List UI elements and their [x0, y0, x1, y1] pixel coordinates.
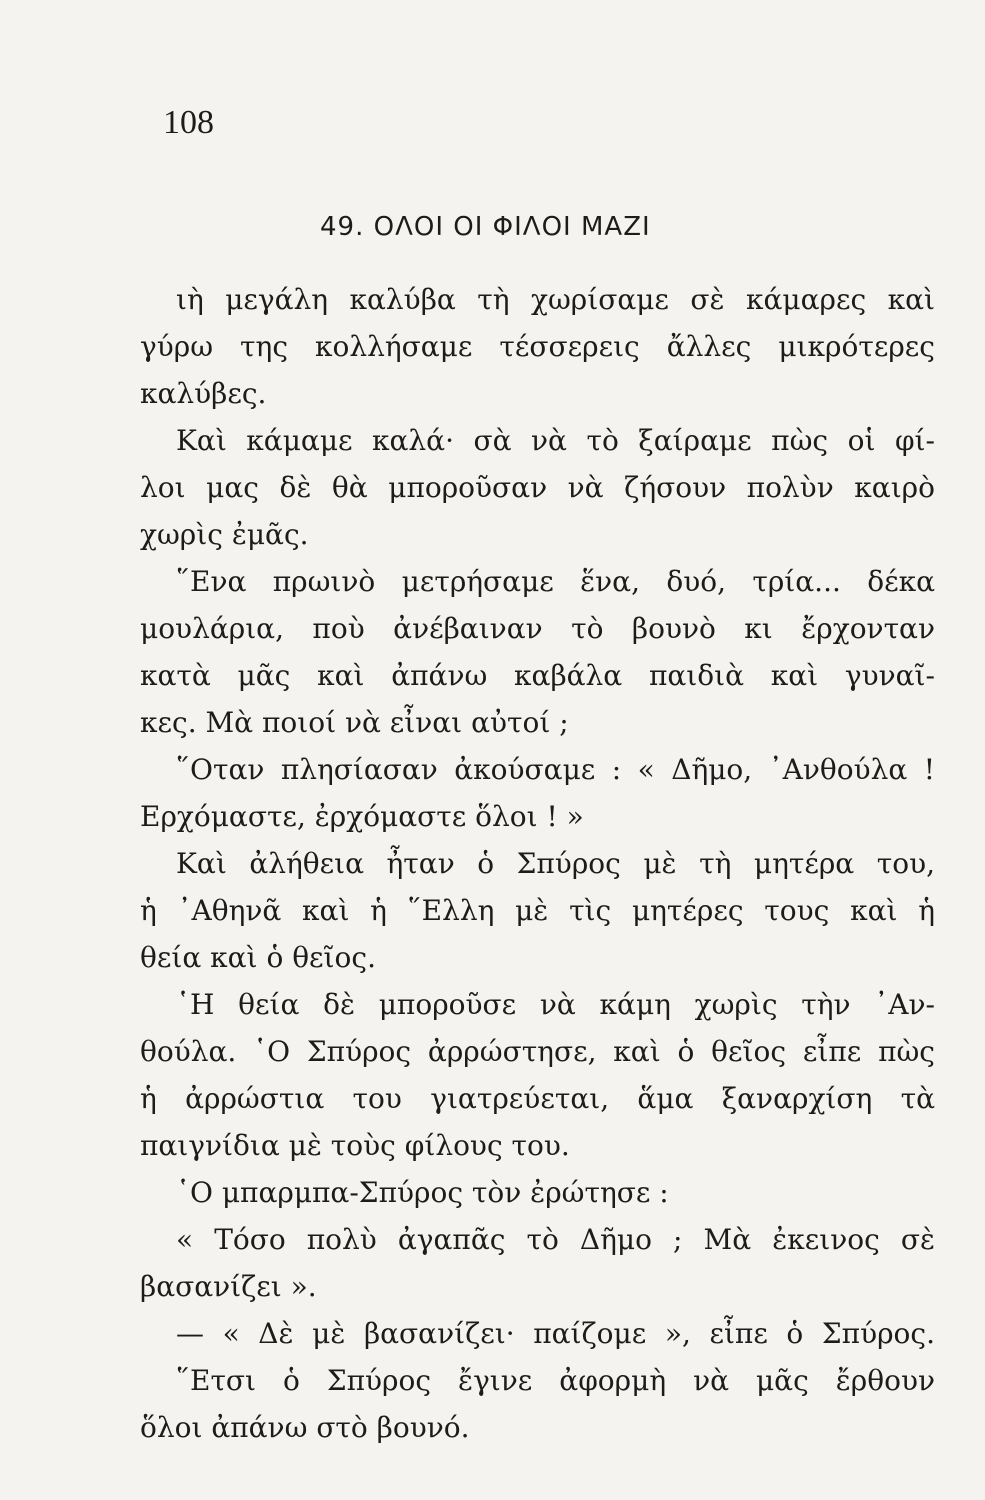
text-line: καλύβες. [140, 377, 267, 410]
text-line: ιὴ μεγάλη καλύβα τὴ χωρίσαμε σὲ κάμαρες καὶ [176, 283, 935, 316]
text-line: παιγνίδια μὲ τοὺς φίλους του. [140, 1129, 570, 1162]
text-line: ῞Ενα πρωινὸ μετρήσαμε ἕνα, δυό, τρία... δέκα [176, 565, 935, 598]
text-line: λοι μας δὲ θὰ μποροῦσαν νὰ ζήσουν πολὺν καιρὸ [140, 471, 935, 504]
text-line: ἡ ᾿Αθηνᾶ καὶ ἡ ῞Ελλη μὲ τὶς μητέρες τους καὶ ἡ [140, 894, 935, 927]
text-line: ῾Η θεία δὲ μποροῦσε νὰ κάμη χωρὶς τὴν ᾿Αν- [176, 988, 935, 1021]
text-line: κες. Μὰ ποιοί νὰ εἶναι αὐτοί ; [140, 706, 569, 739]
text-line: κατὰ μᾶς καὶ ἀπάνω καβάλα παιδιὰ καὶ γυναῖ- [140, 659, 935, 692]
text-line: Καὶ ἀλήθεια ἦταν ὁ Σπύρος μὲ τὴ μητέρα του, [176, 847, 935, 880]
text-line: Ερχόμαστε, ἐρχόμαστε ὅλοι ! » [140, 800, 584, 833]
text-line: θούλα. ῾Ο Σπύρος ἀρρώστησε, καὶ ὁ θεῖος εἶπε πὼς [140, 1035, 935, 1068]
text-line: ῞Οταν πλησίασαν ἀκούσαμε : « Δῆμο, ᾿Ανθούλα ! [176, 753, 935, 786]
text-line: ὅλοι ἀπάνω στὸ βουνό. [140, 1411, 470, 1444]
page-number: 108 [163, 104, 214, 141]
text-line: ἡ ἀρρώστια του γιατρεύεται, ἅμα ξαναρχίση τὰ [140, 1082, 935, 1115]
text-line: βασανίζει ». [140, 1270, 317, 1303]
text-line: γύρω της κολλήσαμε τέσσερεις ἄλλες μικρότερες [140, 330, 935, 363]
text-line: χωρὶς ἐμᾶς. [140, 518, 309, 551]
text-line: ῞Ετσι ὁ Σπύρος ἔγινε ἀφορμὴ νὰ μᾶς ἔρθουν [176, 1364, 935, 1397]
text-line: ῾Ο μπαρμπα-Σπύρος τὸν ἐρώτησε : [176, 1176, 669, 1209]
text-line: μουλάρια, ποὺ ἀνέβαιναν τὸ βουνὸ κι ἔρχονταν [140, 612, 935, 645]
text-line: Καὶ κάμαμε καλά· σὰ νὰ τὸ ξαίραμε πὼς οἱ φί- [176, 424, 935, 457]
text-line: θεία καὶ ὁ θεῖος. [140, 941, 376, 974]
chapter-title: 49. ΟΛΟΙ ΟΙ ΦΙΛΟΙ ΜΑΖΙ [320, 212, 651, 242]
text-line: — « Δὲ μὲ βασανίζει· παίζομε », εἶπε ὁ Σπύρος. [176, 1317, 935, 1350]
text-line: « Τόσο πολὺ ἀγαπᾶς τὸ Δῆμο ; Μὰ ἐκεινος σὲ [176, 1223, 935, 1256]
